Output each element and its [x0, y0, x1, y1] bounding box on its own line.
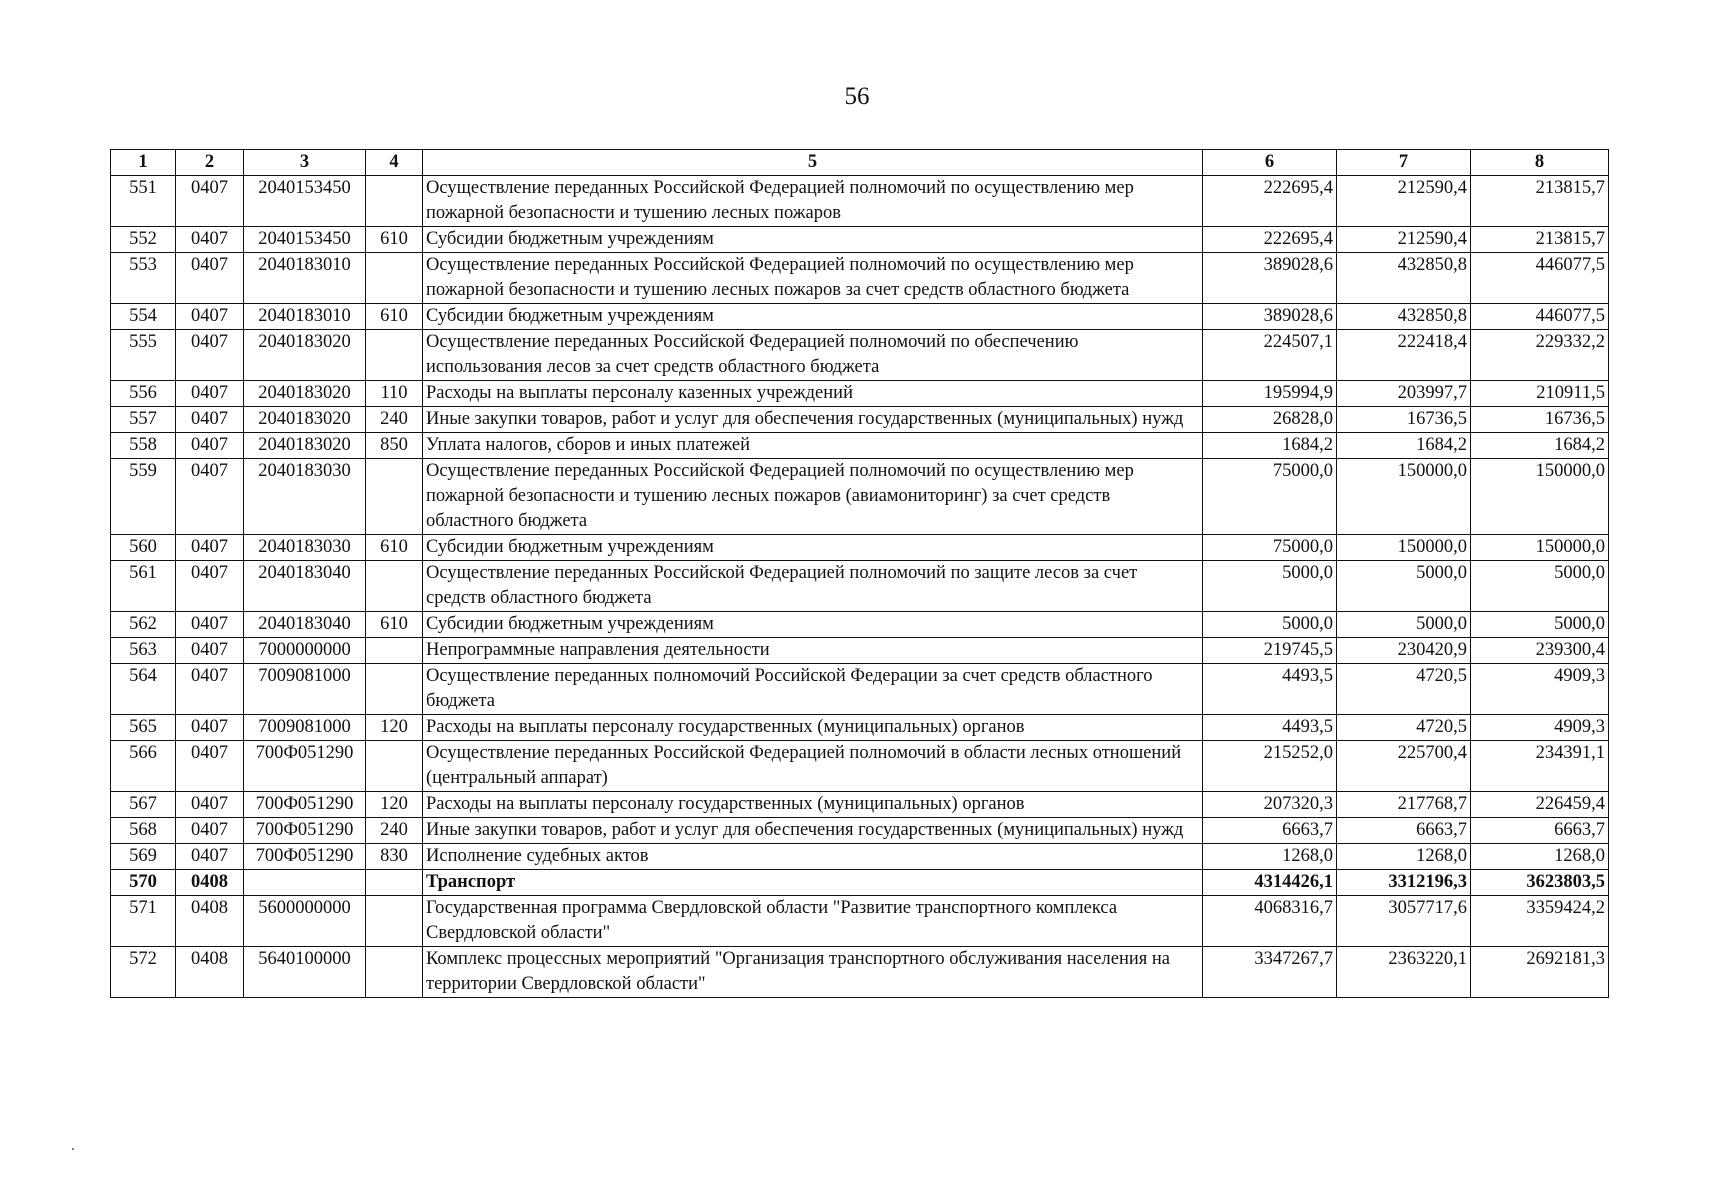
column-header: 3: [244, 150, 366, 176]
target-article-code: 2040183040: [244, 612, 366, 638]
amount-col8: 150000,0: [1471, 535, 1609, 561]
target-article-code: [244, 870, 366, 896]
amount-col8: 4909,3: [1471, 664, 1609, 715]
section-code: 0407: [176, 638, 244, 664]
amount-col8: 226459,4: [1471, 792, 1609, 818]
column-header: 6: [1203, 150, 1337, 176]
item-name: Государственная программа Свердловской области "Развитие транспортного комплекса Свердловской области": [423, 896, 1203, 947]
row-number: 572: [111, 947, 176, 998]
item-name: Комплекс процессных мероприятий "Организация транспортного обслуживания населения на территории Свердловской области": [423, 947, 1203, 998]
expense-type-code: 240: [366, 818, 423, 844]
target-article-code: 2040183020: [244, 381, 366, 407]
amount-col8: 213815,7: [1471, 227, 1609, 253]
row-number: 559: [111, 459, 176, 535]
amount-col6: 219745,5: [1203, 638, 1337, 664]
amount-col7: 212590,4: [1337, 176, 1471, 227]
target-article-code: 700Ф051290: [244, 844, 366, 870]
amount-col8: 150000,0: [1471, 459, 1609, 535]
item-name: Уплата налогов, сборов и иных платежей: [423, 433, 1203, 459]
table-row: [111, 176, 1609, 227]
amount-col7: 1268,0: [1337, 844, 1471, 870]
target-article-code: 2040153450: [244, 176, 366, 227]
column-header: 2: [176, 150, 244, 176]
expense-type-code: 110: [366, 381, 423, 407]
amount-col7: 5000,0: [1337, 612, 1471, 638]
table-row: [111, 870, 1609, 896]
table-row: [111, 381, 1609, 407]
amount-col6: 224507,1: [1203, 330, 1337, 381]
row-number: 567: [111, 792, 176, 818]
section-code: 0407: [176, 741, 244, 792]
table-row: [111, 664, 1609, 715]
amount-col7: 212590,4: [1337, 227, 1471, 253]
amount-col7: 222418,4: [1337, 330, 1471, 381]
item-name: Транспорт: [423, 870, 1203, 896]
table-row: [111, 741, 1609, 792]
amount-col6: 26828,0: [1203, 407, 1337, 433]
amount-col6: 222695,4: [1203, 227, 1337, 253]
amount-col6: 215252,0: [1203, 741, 1337, 792]
expense-type-code: 830: [366, 844, 423, 870]
column-header: 1: [111, 150, 176, 176]
table-row: [111, 433, 1609, 459]
expense-type-code: [366, 947, 423, 998]
expense-type-code: 120: [366, 792, 423, 818]
section-code: 0407: [176, 612, 244, 638]
amount-col6: 75000,0: [1203, 535, 1337, 561]
section-code: 0407: [176, 844, 244, 870]
row-number: 553: [111, 253, 176, 304]
row-number: 571: [111, 896, 176, 947]
expense-type-code: [366, 741, 423, 792]
amount-col7: 3312196,3: [1337, 870, 1471, 896]
expense-type-code: [366, 330, 423, 381]
table-row: [111, 792, 1609, 818]
row-number: 552: [111, 227, 176, 253]
table-row: [111, 844, 1609, 870]
target-article-code: 5600000000: [244, 896, 366, 947]
row-number: 557: [111, 407, 176, 433]
item-name: Осуществление переданных Российской Федерацией полномочий по обеспечению использования лесов за счет средств областного бюджета: [423, 330, 1203, 381]
target-article-code: 7000000000: [244, 638, 366, 664]
header-row: [111, 150, 1609, 176]
table-row: [111, 459, 1609, 535]
amount-col6: 222695,4: [1203, 176, 1337, 227]
amount-col7: 150000,0: [1337, 535, 1471, 561]
expense-type-code: 240: [366, 407, 423, 433]
item-name: Иные закупки товаров, работ и услуг для обеспечения государственных (муниципальных) нужд: [423, 407, 1203, 433]
amount-col8: 446077,5: [1471, 253, 1609, 304]
amount-col8: 229332,2: [1471, 330, 1609, 381]
target-article-code: 2040183010: [244, 253, 366, 304]
target-article-code: 2040183010: [244, 304, 366, 330]
column-header: 4: [366, 150, 423, 176]
item-name: Расходы на выплаты персоналу государственных (муниципальных) органов: [423, 715, 1203, 741]
amount-col7: 230420,9: [1337, 638, 1471, 664]
expense-type-code: 610: [366, 535, 423, 561]
item-name: Субсидии бюджетным учреждениям: [423, 612, 1203, 638]
amount-col7: 432850,8: [1337, 304, 1471, 330]
amount-col8: 239300,4: [1471, 638, 1609, 664]
item-name: Непрограммные направления деятельности: [423, 638, 1203, 664]
section-code: 0407: [176, 664, 244, 715]
amount-col6: 4493,5: [1203, 664, 1337, 715]
section-code: 0407: [176, 715, 244, 741]
amount-col6: 5000,0: [1203, 612, 1337, 638]
row-number: 551: [111, 176, 176, 227]
amount-col6: 4493,5: [1203, 715, 1337, 741]
column-header: 8: [1471, 150, 1609, 176]
item-name: Исполнение судебных актов: [423, 844, 1203, 870]
table-row: [111, 304, 1609, 330]
row-number: 569: [111, 844, 176, 870]
amount-col8: 16736,5: [1471, 407, 1609, 433]
section-code: 0407: [176, 407, 244, 433]
amount-col6: 75000,0: [1203, 459, 1337, 535]
row-number: 565: [111, 715, 176, 741]
section-code: 0407: [176, 253, 244, 304]
expense-type-code: 120: [366, 715, 423, 741]
row-number: 561: [111, 561, 176, 612]
amount-col8: 5000,0: [1471, 561, 1609, 612]
column-header: 5: [423, 150, 1203, 176]
target-article-code: 5640100000: [244, 947, 366, 998]
expense-type-code: [366, 459, 423, 535]
section-code: 0408: [176, 896, 244, 947]
item-name: Осуществление переданных Российской Федерацией полномочий в области лесных отношений (центральный аппарат): [423, 741, 1203, 792]
amount-col6: 3347267,7: [1203, 947, 1337, 998]
amount-col6: 1268,0: [1203, 844, 1337, 870]
expense-type-code: [366, 253, 423, 304]
item-name: Осуществление переданных Российской Федерацией полномочий по защите лесов за счет средств областного бюджета: [423, 561, 1203, 612]
table-row: [111, 535, 1609, 561]
expense-type-code: 850: [366, 433, 423, 459]
column-header: 7: [1337, 150, 1471, 176]
page-number: 56: [844, 83, 870, 110]
expense-type-code: [366, 176, 423, 227]
section-code: 0408: [176, 947, 244, 998]
target-article-code: 700Ф051290: [244, 741, 366, 792]
scan-speck: [72, 1148, 74, 1150]
amount-col7: 1684,2: [1337, 433, 1471, 459]
expense-type-code: [366, 561, 423, 612]
amount-col8: 210911,5: [1471, 381, 1609, 407]
amount-col7: 3057717,6: [1337, 896, 1471, 947]
amount-col8: 213815,7: [1471, 176, 1609, 227]
item-name: Субсидии бюджетным учреждениям: [423, 304, 1203, 330]
amount-col7: 225700,4: [1337, 741, 1471, 792]
section-code: 0407: [176, 176, 244, 227]
section-code: 0407: [176, 304, 244, 330]
section-code: 0407: [176, 818, 244, 844]
item-name: Субсидии бюджетным учреждениям: [423, 535, 1203, 561]
amount-col8: 3623803,5: [1471, 870, 1609, 896]
row-number: 564: [111, 664, 176, 715]
amount-col7: 4720,5: [1337, 715, 1471, 741]
section-code: 0407: [176, 227, 244, 253]
table-row: [111, 947, 1609, 998]
section-code: 0407: [176, 561, 244, 612]
table-row: [111, 715, 1609, 741]
table-row: [111, 896, 1609, 947]
amount-col8: 234391,1: [1471, 741, 1609, 792]
item-name: Расходы на выплаты персоналу казенных учреждений: [423, 381, 1203, 407]
section-code: 0407: [176, 459, 244, 535]
amount-col6: 1684,2: [1203, 433, 1337, 459]
row-number: 554: [111, 304, 176, 330]
item-name: Расходы на выплаты персоналу государственных (муниципальных) органов: [423, 792, 1203, 818]
row-number: 570: [111, 870, 176, 896]
target-article-code: 7009081000: [244, 664, 366, 715]
target-article-code: 7009081000: [244, 715, 366, 741]
section-code: 0407: [176, 535, 244, 561]
table-row: [111, 253, 1609, 304]
item-name: Иные закупки товаров, работ и услуг для обеспечения государственных (муниципальных) нужд: [423, 818, 1203, 844]
amount-col8: 1268,0: [1471, 844, 1609, 870]
amount-col8: 446077,5: [1471, 304, 1609, 330]
amount-col7: 2363220,1: [1337, 947, 1471, 998]
amount-col7: 4720,5: [1337, 664, 1471, 715]
row-number: 556: [111, 381, 176, 407]
table-row: [111, 407, 1609, 433]
amount-col6: 207320,3: [1203, 792, 1337, 818]
item-name: Осуществление переданных Российской Федерацией полномочий по осуществлению мер пожарной безопасности и тушению лесных пожаров: [423, 176, 1203, 227]
target-article-code: 700Ф051290: [244, 818, 366, 844]
amount-col7: 203997,7: [1337, 381, 1471, 407]
table-row: [111, 818, 1609, 844]
amount-col6: 195994,9: [1203, 381, 1337, 407]
amount-col6: 389028,6: [1203, 253, 1337, 304]
row-number: 566: [111, 741, 176, 792]
amount-col7: 6663,7: [1337, 818, 1471, 844]
amount-col7: 5000,0: [1337, 561, 1471, 612]
table-body: [111, 176, 1609, 998]
target-article-code: 2040183030: [244, 459, 366, 535]
amount-col7: 432850,8: [1337, 253, 1471, 304]
target-article-code: 2040183020: [244, 407, 366, 433]
amount-col6: 4068316,7: [1203, 896, 1337, 947]
expense-type-code: 610: [366, 612, 423, 638]
amount-col7: 150000,0: [1337, 459, 1471, 535]
item-name: Осуществление переданных Российской Федерацией полномочий по осуществлению мер пожарной безопасности и тушению лесных пожаров (авиамониторинг) за счет средств областного бюджета: [423, 459, 1203, 535]
amount-col7: 16736,5: [1337, 407, 1471, 433]
table-row: [111, 561, 1609, 612]
table-row: [111, 330, 1609, 381]
row-number: 562: [111, 612, 176, 638]
expense-type-code: 610: [366, 304, 423, 330]
target-article-code: 2040153450: [244, 227, 366, 253]
target-article-code: 2040183030: [244, 535, 366, 561]
target-article-code: 2040183020: [244, 330, 366, 381]
item-name: Осуществление переданных Российской Федерацией полномочий по осуществлению мер пожарной безопасности и тушению лесных пожаров за счет средств областного бюджета: [423, 253, 1203, 304]
expense-type-code: [366, 870, 423, 896]
amount-col6: 389028,6: [1203, 304, 1337, 330]
amount-col8: 4909,3: [1471, 715, 1609, 741]
amount-col8: 3359424,2: [1471, 896, 1609, 947]
item-name: Субсидии бюджетным учреждениям: [423, 227, 1203, 253]
section-code: 0407: [176, 792, 244, 818]
amount-col8: 1684,2: [1471, 433, 1609, 459]
amount-col8: 6663,7: [1471, 818, 1609, 844]
row-number: 560: [111, 535, 176, 561]
amount-col8: 2692181,3: [1471, 947, 1609, 998]
row-number: 555: [111, 330, 176, 381]
target-article-code: 2040183040: [244, 561, 366, 612]
budget-table: [110, 149, 1609, 998]
item-name: Осуществление переданных полномочий Российской Федерации за счет средств областного бюджета: [423, 664, 1203, 715]
expense-type-code: [366, 896, 423, 947]
target-article-code: 700Ф051290: [244, 792, 366, 818]
section-code: 0407: [176, 433, 244, 459]
amount-col6: 6663,7: [1203, 818, 1337, 844]
amount-col6: 5000,0: [1203, 561, 1337, 612]
expense-type-code: 610: [366, 227, 423, 253]
table-row: [111, 638, 1609, 664]
row-number: 568: [111, 818, 176, 844]
expense-type-code: [366, 664, 423, 715]
table-row: [111, 612, 1609, 638]
section-code: 0408: [176, 870, 244, 896]
table-row: [111, 227, 1609, 253]
section-code: 0407: [176, 330, 244, 381]
section-code: 0407: [176, 381, 244, 407]
amount-col8: 5000,0: [1471, 612, 1609, 638]
target-article-code: 2040183020: [244, 433, 366, 459]
row-number: 558: [111, 433, 176, 459]
expense-type-code: [366, 638, 423, 664]
row-number: 563: [111, 638, 176, 664]
amount-col6: 4314426,1: [1203, 870, 1337, 896]
amount-col7: 217768,7: [1337, 792, 1471, 818]
